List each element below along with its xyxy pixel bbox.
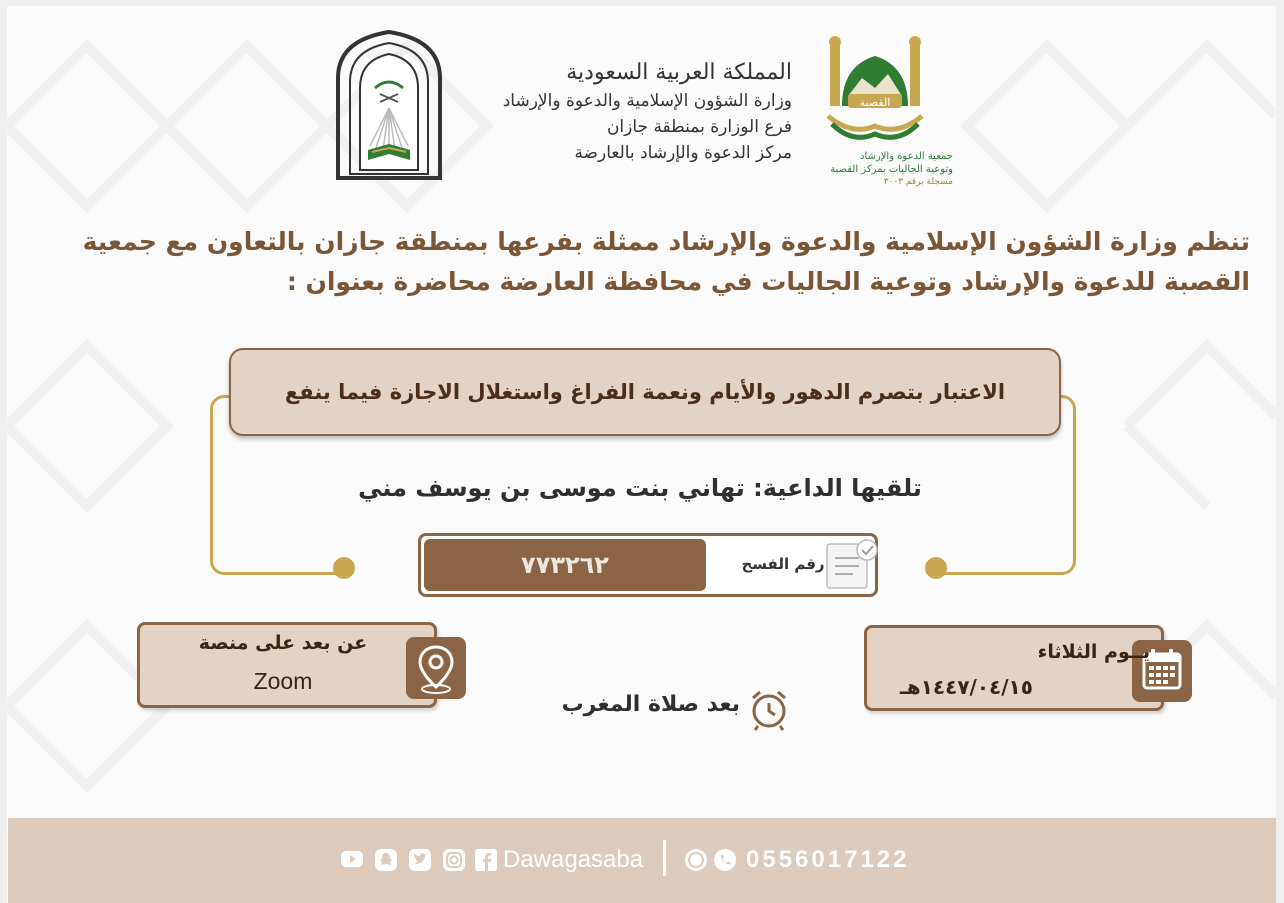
hijri-date: ١٤٤٧/٠٤/١٥هـ [900, 675, 1033, 699]
ministry-logo [330, 28, 448, 182]
connector-dot-right [925, 557, 947, 579]
snapchat-icon[interactable] [374, 846, 398, 872]
time-label: بعد صلاة المغرب [561, 692, 740, 717]
location-tile [406, 637, 466, 699]
permit-number: ٧٧٣٢٦٢ [521, 551, 609, 579]
whatsapp-icon[interactable] [684, 846, 708, 872]
org-line-center: مركز الدعوة والإرشاد بالعارضة [574, 143, 792, 163]
intro-line-2: القصبة للدعوة والإرشاد وتوعية الجاليات في محافظة العارضة محاضرة بعنوان : [286, 267, 1250, 296]
intro-line-1: تنظم وزارة الشؤون الإسلامية والدعوة والإرشاد ممثلة بفرعها بمنطقة جازان بالتعاون مع جمعية [82, 227, 1250, 256]
frame-left [0, 0, 7, 903]
platform-name: Zoom [253, 668, 313, 694]
ministry-header [462, 58, 792, 166]
footer-separator [663, 840, 666, 876]
day-label: يــوم الثلاثاء [1037, 641, 1150, 663]
frame-right [1276, 0, 1284, 903]
assoc-caption-line-3: مسجلة برقم ٣٠٠٣ [883, 177, 953, 187]
speaker-name: تلقيها الداعية: تهاني بنت موسى بن يوسف مني [358, 474, 922, 502]
intro-text [80, 222, 1250, 302]
permit-label: رقم الفسح [741, 555, 825, 573]
map-pin-icon [406, 637, 466, 699]
phone-icon[interactable] [713, 846, 737, 872]
svg-text:القصبة: القصبة [859, 96, 891, 109]
instagram-icon[interactable] [442, 846, 466, 872]
org-line-branch: فرع الوزارة بمنطقة جازان [606, 117, 792, 137]
org-line-country: المملكة العربية السعودية [566, 60, 792, 85]
assoc-caption-line-2: وتوعية الجاليات بمركز القصبة [830, 164, 953, 175]
document-check-icon [823, 538, 881, 592]
permit-value-box [424, 539, 706, 591]
lecture-title: الاعتبار بتصرم الدهور والأيام ونعمة الفراغ واستغلال الاجازة فيما ينفع [284, 380, 1006, 404]
association-caption [795, 150, 953, 189]
connector-dot-left [333, 557, 355, 579]
org-line-ministry: وزارة الشؤون الإسلامية والدعوة والإرشاد [502, 91, 792, 111]
facebook-icon[interactable] [474, 846, 498, 872]
social-handle[interactable]: Dawagasaba [503, 846, 644, 873]
lecture-title-box [229, 348, 1061, 436]
contact-phone[interactable]: 0556017122 [746, 846, 910, 873]
online-mode-label: عن بعد على منصة [198, 632, 368, 654]
assoc-caption-line-1: جمعية الدعوة والإرشاد [860, 151, 953, 162]
permit-box [418, 533, 878, 597]
alarm-clock-icon [746, 686, 792, 732]
youtube-icon[interactable] [340, 846, 364, 872]
twitter-icon[interactable] [408, 846, 432, 872]
